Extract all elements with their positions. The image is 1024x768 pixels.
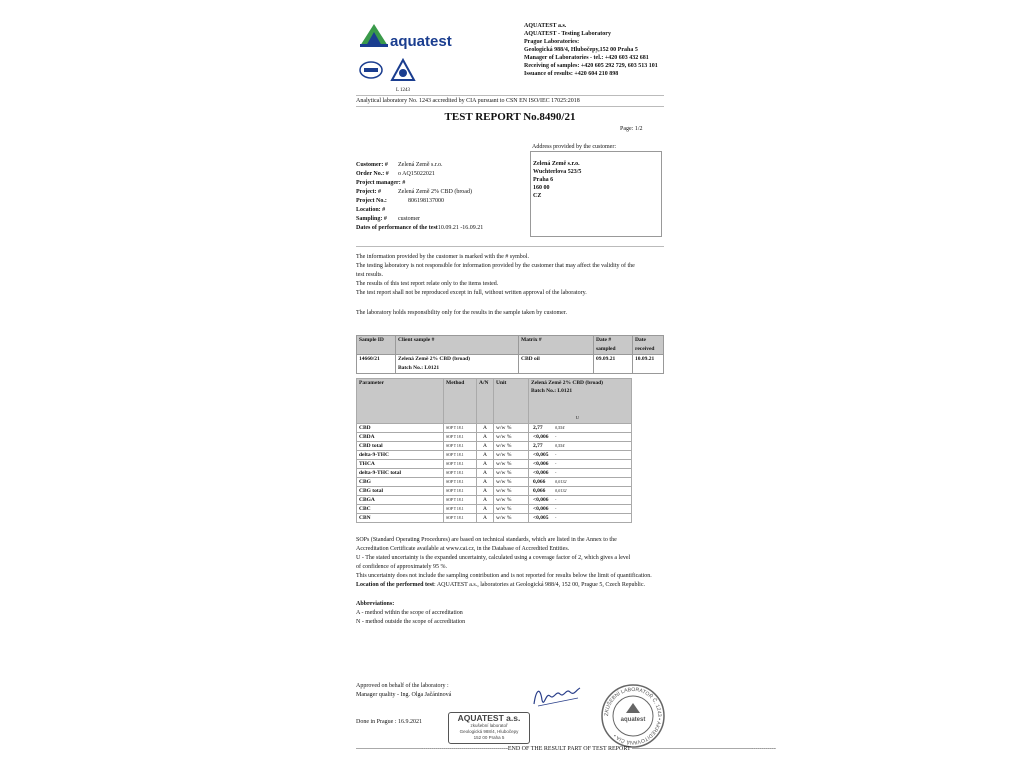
notes [356, 253, 635, 298]
result-unit: w/w % [494, 424, 529, 433]
result-method: SOP T 18.1 [444, 514, 477, 523]
result-row [357, 514, 632, 523]
result-parameter: CBC [357, 505, 444, 514]
address-line: CZ [533, 193, 542, 199]
result-value-cell [529, 442, 632, 451]
result-an: A [477, 469, 494, 478]
result-uncertainty: 0,0132 [555, 479, 567, 484]
info-label: Project manager: # [356, 180, 406, 186]
result-unit: w/w % [494, 496, 529, 505]
info-value: o AQ15022021 [398, 171, 435, 177]
info-value: 10.09.21 -16.09.21 [437, 225, 484, 231]
info-label: Project: # [356, 189, 382, 195]
result-unit: w/w % [494, 460, 529, 469]
seal-ring-text: ZKUŠEBNÍ LABORATOŘ Č. 1243 • AKREDITOVANÁ ČIA • [603, 686, 663, 746]
svg-text:aquatest: aquatest [620, 717, 646, 723]
results-header-row [357, 379, 632, 424]
responsibility-note: The laboratory holds responsibility only for the results in the sample taken by customer. [356, 310, 567, 316]
result-row [357, 469, 632, 478]
result-parameter: CBGA [357, 496, 444, 505]
result-an: A [477, 496, 494, 505]
sample-row [357, 355, 664, 374]
lab-info [524, 22, 658, 78]
result-unit: w/w % [494, 514, 529, 523]
result-parameter: THCA [357, 460, 444, 469]
info-label: Project No.: [356, 198, 387, 204]
result-method: SOP T 18.1 [444, 496, 477, 505]
result-value-cell [529, 496, 632, 505]
result-unit: w/w % [494, 487, 529, 496]
cia-accreditation-mark [388, 58, 418, 93]
result-parameter: CBD [357, 424, 444, 433]
result-row [357, 460, 632, 469]
col-sample-result-label: Zelená Země 2% CBD (broad) Batch No.: L0121 [531, 380, 604, 394]
result-value: 0,066 [533, 488, 546, 494]
customer-address-box [530, 151, 662, 237]
footnote-line: of confidence of approximately 95 %. [356, 564, 447, 570]
round-seal [600, 683, 666, 749]
result-parameter: delta-9-THC total [357, 469, 444, 478]
info-label: Customer: # [356, 162, 388, 168]
results-table [356, 378, 632, 523]
abbreviations [356, 600, 465, 627]
info-label: Sampling: # [356, 216, 387, 222]
result-value-cell [529, 460, 632, 469]
result-parameter: CBG total [357, 487, 444, 496]
result-row [357, 496, 632, 505]
result-uncertainty: 0,554 [555, 425, 565, 430]
date-sampled: 09.09.21 [594, 355, 633, 374]
lab-manager: Manager of Laboratories - tel.: +420 603 432 681 [524, 55, 649, 61]
result-value: <0,006 [533, 497, 549, 503]
result-value: <0,006 [533, 470, 549, 476]
approval-line: Approved on behalf of the laboratory : [356, 683, 449, 689]
sample-header-row [357, 336, 664, 355]
abbreviations-title: Abbreviations: [356, 601, 395, 607]
abbreviation-item: A - method within the scope of accreditation [356, 610, 463, 616]
result-value: 2,77 [533, 443, 543, 449]
result-parameter: CBG [357, 478, 444, 487]
address-line: 160 00 [533, 185, 550, 191]
manager-line: Manager quality - Ing. Olga Jačáninová [356, 692, 452, 698]
result-row [357, 505, 632, 514]
location-text: : AQUATEST a.s., laboratories at Geologická 988/4, 152 00, Prague 5, Czech Republic. [433, 582, 645, 588]
result-method: SOP T 18.1 [444, 460, 477, 469]
aquatest-logo-icon [356, 20, 486, 52]
col-unit: Unit [494, 379, 529, 424]
result-value-cell [529, 514, 632, 523]
result-row [357, 442, 632, 451]
date-received: 10.09.21 [633, 355, 664, 374]
accreditation-number: L 1243 [395, 88, 411, 93]
result-an: A [477, 505, 494, 514]
result-value: <0,005 [533, 515, 549, 521]
result-an: A [477, 478, 494, 487]
result-method: SOP T 18.1 [444, 442, 477, 451]
matrix: CBD oil [519, 355, 594, 374]
report-title: TEST REPORT No.8490/21 [444, 111, 576, 123]
ilac-mark [358, 60, 384, 80]
col-parameter: Parameter [357, 379, 444, 424]
result-value: <0,006 [533, 506, 549, 512]
abbreviation-item: N - method outside the scope of accreditation [356, 619, 466, 625]
address-line: Praha 6 [533, 177, 554, 183]
col-date-received: Date received [633, 336, 664, 355]
result-value: <0,006 [533, 434, 549, 440]
result-unit: w/w % [494, 469, 529, 478]
customer-info [356, 161, 483, 233]
result-value-cell [529, 469, 632, 478]
result-value-cell [529, 451, 632, 460]
footnotes [356, 536, 652, 590]
result-parameter: CBN [357, 514, 444, 523]
result-row [357, 478, 632, 487]
page-number: Page: 1/2 [620, 126, 643, 132]
client-sample: Zelená Země 2% CBD (broad) Batch No.: L0121 [396, 355, 519, 374]
result-value-cell [529, 487, 632, 496]
lab-issuance: Issuance of results: +420 604 210 898 [524, 71, 619, 77]
stamp-line: zkušební laboratoř [470, 723, 508, 728]
result-method: SOP T 18.1 [444, 469, 477, 478]
col-an: A/N [477, 379, 494, 424]
company-stamp [448, 712, 530, 744]
done-in-prague: Done in Prague : 16.9.2021 [356, 719, 422, 725]
stamp-line: 152 00 Praha 5 [473, 735, 505, 740]
approval-block [356, 682, 451, 700]
address-line: Wuchterlova 523/5 [533, 169, 582, 175]
info-label: Location: # [356, 207, 386, 213]
result-parameter: CBD total [357, 442, 444, 451]
info-label: Order No.: # [356, 171, 389, 177]
result-row [357, 451, 632, 460]
result-method: SOP T 18.1 [444, 478, 477, 487]
result-uncertainty: - [555, 506, 557, 511]
lab-prague: Prague Laboratories: [524, 39, 580, 45]
svg-text:aquatest: aquatest [390, 33, 452, 50]
info-value: 806198137000 [408, 198, 444, 204]
result-row [357, 433, 632, 442]
address-label: Address provided by the customer: [532, 144, 616, 150]
note-line: test results. [356, 272, 383, 278]
result-method: SOP T 18.1 [444, 451, 477, 460]
result-method: SOP T 18.1 [444, 424, 477, 433]
signature [528, 682, 588, 710]
result-unit: w/w % [494, 433, 529, 442]
note-line: The test report shall not be reproduced except in full, without written approval of the laboratory. [356, 290, 587, 296]
result-value: <0,006 [533, 461, 549, 467]
result-an: A [477, 487, 494, 496]
stamp-company: AQUATEST a.s. [457, 713, 521, 723]
result-uncertainty: - [555, 452, 557, 457]
sample-table [356, 335, 664, 374]
cia-accreditation-icon [388, 58, 418, 82]
col-method: Method [444, 379, 477, 424]
uncertainty-label: U [575, 415, 579, 420]
footnote-line: SOPs (Standard Operating Procedures) are based on technical standards, which are listed in the Annex to the [356, 537, 617, 543]
result-an: A [477, 514, 494, 523]
col-sample-result [529, 379, 632, 424]
note-line: The information provided by the customer is marked with the # symbol. [356, 254, 529, 260]
end-of-results-line: ----------------------------------------------------------------------------END OF THE RESULT PART OF TEST REPORT ------------------------------------------------------------------------ [356, 746, 776, 752]
result-unit: w/w % [494, 505, 529, 514]
footnote-line: U - The stated uncertainty is the expanded uncertainty, calculated using a coverage factor of 2, which gives a level [356, 555, 631, 561]
note-line: The results of this test report relate only to the items tested. [356, 281, 499, 287]
result-uncertainty: - [555, 515, 557, 520]
result-value-cell [529, 424, 632, 433]
stamp-line: Geologická 988/4, Hlubočepy [459, 729, 519, 734]
lab-company: AQUATEST a.s. [524, 23, 567, 29]
info-value: Zelená Země 2% CBD (broad) [398, 189, 472, 195]
footnote-line: Accreditation Certificate available at www.cai.cz, in the Database of Accredited Entities. [356, 546, 570, 552]
accreditation-line: Analytical laboratory No. 1243 accredited by CIA pursuant to CSN EN ISO/IEC 17025:2018 [356, 98, 580, 104]
lab-address: Geologická 988/4, Hlubočepy,152 00 Praha 5 [524, 47, 638, 53]
result-an: A [477, 424, 494, 433]
lab-dept: AQUATEST - Testing Laboratory [524, 31, 611, 37]
sample-id: 14660/21 [357, 355, 396, 374]
result-row [357, 487, 632, 496]
result-uncertainty: - [555, 470, 557, 475]
result-uncertainty: 0,554 [555, 443, 565, 448]
result-parameter: delta-9-THC [357, 451, 444, 460]
result-unit: w/w % [494, 442, 529, 451]
lab-receiving: Receiving of samples: +420 605 292 729, 603 513 101 [524, 63, 658, 69]
result-method: SOP T 18.1 [444, 487, 477, 496]
result-an: A [477, 451, 494, 460]
result-value-cell [529, 505, 632, 514]
result-method: SOP T 18.1 [444, 505, 477, 514]
info-label: Dates of performance of the test [356, 225, 438, 231]
result-method: SOP T 18.1 [444, 433, 477, 442]
result-unit: w/w % [494, 478, 529, 487]
result-row [357, 424, 632, 433]
col-date-sampled: Date # sampled [594, 336, 633, 355]
ilac-mark-icon [358, 60, 384, 80]
result-value: <0,005 [533, 452, 549, 458]
result-value-cell [529, 433, 632, 442]
result-value: 0,066 [533, 479, 546, 485]
result-parameter: CBDA [357, 433, 444, 442]
result-uncertainty: - [555, 461, 557, 466]
signature-icon [528, 682, 588, 710]
result-an: A [477, 442, 494, 451]
footnote-line: This uncertainty does not include the sampling contribution and is not reported for results below the limit of quantification. [356, 573, 652, 579]
result-unit: w/w % [494, 451, 529, 460]
col-client-sample: Client sample # [396, 336, 519, 355]
col-sample-id: Sample ID [357, 336, 396, 355]
address-line: Zelená Země s.r.o. [533, 161, 580, 167]
result-value: 2,77 [533, 425, 543, 431]
info-value: customer [398, 216, 420, 222]
round-seal-icon [600, 683, 666, 749]
col-matrix: Matrix # [519, 336, 594, 355]
result-an: A [477, 433, 494, 442]
result-uncertainty: - [555, 497, 557, 502]
info-value: Zelená Země s.r.o. [398, 162, 443, 168]
aquatest-logo [356, 20, 486, 52]
result-uncertainty: 0,0132 [555, 488, 567, 493]
note-line: The testing laboratory is not responsible for information provided by the customer that may affect the validity of the [356, 263, 635, 269]
result-an: A [477, 460, 494, 469]
location-label: Location of the performed test [356, 582, 434, 588]
result-value-cell [529, 478, 632, 487]
result-uncertainty: - [555, 434, 557, 439]
